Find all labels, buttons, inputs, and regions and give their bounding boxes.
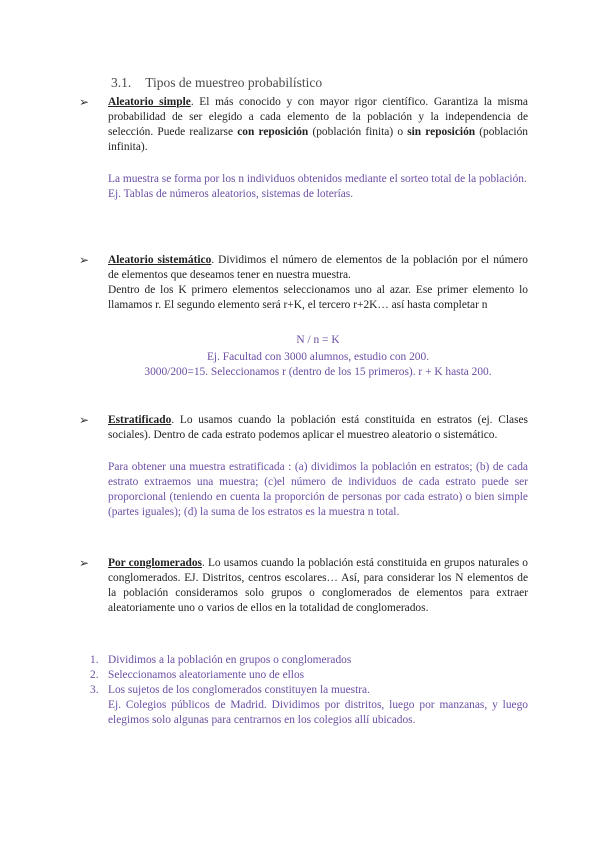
text: . Lo usamos cuando la población está constituida en grupos naturales o conglomerados. EJ. Distritos, centros escolares… Así, para considerar los N elementos de la población consideramos solo grupos o conglomerados de elementos para extraer aleatoriamente uno o varios de ellos en la totalidad de conglomerados. [108, 557, 528, 614]
bullet-icon: ➢ [79, 95, 90, 109]
paragraph-estratificado [108, 413, 528, 443]
note-text: La muestra se forma por los n individuos obtenidos mediante el sorteo total de la población. [108, 173, 527, 185]
note-aleatorio-simple [108, 172, 528, 202]
note-estratificado: Para obtener una muestra estratificada : (a) dividimos la población en estratos; (b) de cada estrato extraemos una muestra; (c)el número de individuos de cada estrato puede ser proporcional (teniendo en cuenta la proporción de personas por cada estrato) o bien simple (partes iguales); (d) la suma de los estratos es la muestra n total. [108, 461, 528, 518]
list-item [90, 683, 528, 698]
text: . Lo usamos cuando la población está constituida en estratos (ej. Clases sociales). Dentro de cada estrato podemos aplicar el muestreo aleatorio o sistemático. [108, 414, 528, 441]
list-number: 1. [90, 654, 99, 666]
paragraph-conglomerados [108, 556, 528, 616]
example-conglomerados: Ej. Colegios públicos de Madrid. Dividimos por distritos, luego por manzanas, y luego elegimos solo algunas para centrarnos en los colegios allí ubicados. [108, 699, 528, 726]
example-text: Ej. Tablas de números aleatorios, sistemas de loterías. [108, 188, 354, 200]
text: (población finita) o [308, 126, 408, 138]
bullet-icon: ➢ [79, 413, 90, 427]
heading-number: 3.1. [111, 75, 132, 90]
list-item [90, 668, 528, 683]
list-number: 2. [90, 669, 99, 681]
term-aleatorio-sistematico: Aleatorio sistemático [108, 254, 212, 266]
paragraph-aleatorio-simple [108, 95, 528, 155]
text: (población infinita). [108, 126, 528, 153]
steps-list [90, 653, 528, 728]
text: Dentro de los K primero elementos seleccionamos uno al azar. Ese primer elemento lo llamamos r. El segundo elemento será r+K, el tercero r+2K… así hasta completar n [108, 284, 528, 311]
term-aleatorio-simple: Aleatorio simple [108, 96, 191, 108]
example-line-1: Ej. Facultad con 3000 alumnos, estudio con 200. [206, 351, 430, 363]
keyword-sin-reposicion: sin reposición [407, 126, 476, 138]
example-line-2: 3000/200=15. Seleccionamos r (dentro de los 15 primeros). r + K hasta 200. [144, 366, 492, 378]
term-estratificado: Estratificado [108, 414, 172, 426]
list-text: Seleccionamos aleatoriamente uno de ellos [108, 669, 305, 681]
keyword-con-reposicion: con reposición [237, 126, 309, 138]
list-number: 3. [90, 684, 99, 696]
list-text: Dividimos a la población en grupos o conglomerados [108, 654, 352, 666]
formula-block [108, 333, 528, 380]
formula: N / n = K [296, 334, 340, 346]
paragraph-aleatorio-sistematico [108, 253, 528, 313]
text: . Dividimos el número de elementos de la población por el número de elementos que deseamos tener en nuestra muestra. [108, 254, 528, 281]
list-item [90, 653, 528, 668]
text: . El más conocido y con mayor rigor científico. Garantiza la misma probabilidad de ser elegido a cada elemento de la población y la independencia de selección. Puede realizarse [108, 96, 528, 138]
section-heading [111, 75, 322, 91]
bullet-icon: ➢ [79, 556, 90, 570]
bullet-icon: ➢ [79, 253, 90, 267]
heading-title: Tipos de muestreo probabilístico [145, 75, 323, 90]
list-text: Los sujetos de los conglomerados constituyen la muestra. [108, 684, 370, 696]
term-por-conglomerados: Por conglomerados [108, 557, 202, 569]
